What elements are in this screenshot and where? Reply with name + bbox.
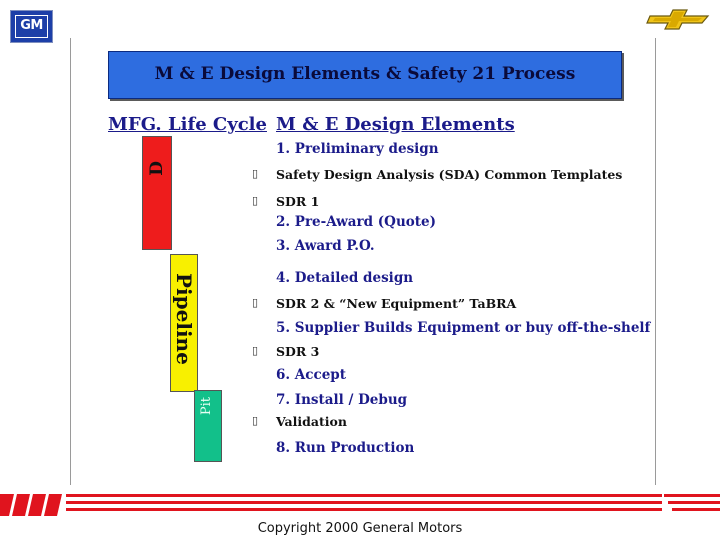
phase-bar-pit: [194, 390, 222, 462]
step-supplier-builds: 5. Supplier Builds Equipment or buy off-the-shelf: [276, 320, 651, 336]
sub-sdr2-tabra: SDR 2 & “New Equipment” TaBRA: [276, 296, 517, 311]
bullet-sdr3: ▯: [252, 344, 259, 357]
step-install-debug: 7. Install / Debug: [276, 392, 408, 408]
phase-bar-design: [142, 136, 172, 250]
content-frame: [70, 38, 656, 485]
header-me-design-elements: M & E Design Elements: [276, 114, 515, 135]
header-mfg-life-cycle: MFG. Life Cycle: [108, 114, 267, 135]
step-pre-award: 2. Pre-Award (Quote): [276, 214, 436, 230]
bullet-sdr2: ▯: [252, 296, 259, 309]
copyright-text: Copyright 2000 General Motors: [257, 521, 463, 536]
step-accept: 6. Accept: [276, 367, 346, 383]
step-detailed-design: 4. Detailed design: [276, 270, 414, 286]
step-preliminary-design: 1. Preliminary design: [276, 141, 439, 157]
sub-sdr3: SDR 3: [276, 344, 320, 359]
bullet-sdr1: ▯: [252, 194, 259, 207]
footer-stripes: [0, 490, 720, 520]
phase-label-design: D: [147, 161, 167, 176]
phase-label-pipeline: Pipeline: [172, 273, 196, 365]
sub-sdr1: SDR 1: [276, 194, 320, 209]
phase-label-pit: Pit: [199, 397, 214, 416]
phase-bar-pipeline: [170, 254, 198, 392]
sub-validation: Validation: [276, 414, 347, 429]
bullet-sda: ▯: [252, 167, 259, 180]
step-award-po: 3. Award P.O.: [276, 238, 375, 254]
step-run-production: 8. Run Production: [276, 440, 415, 456]
sub-sda-templates: Safety Design Analysis (SDA) Common Templates: [276, 167, 623, 182]
page-title: M & E Design Elements & Safety 21 Process: [154, 64, 576, 84]
gm-logo-text: GM: [20, 18, 43, 33]
bullet-validation: ▯: [252, 414, 259, 427]
gm-logo: [11, 11, 52, 42]
title-banner: [108, 51, 622, 99]
chevrolet-bowtie-logo: [646, 8, 712, 30]
